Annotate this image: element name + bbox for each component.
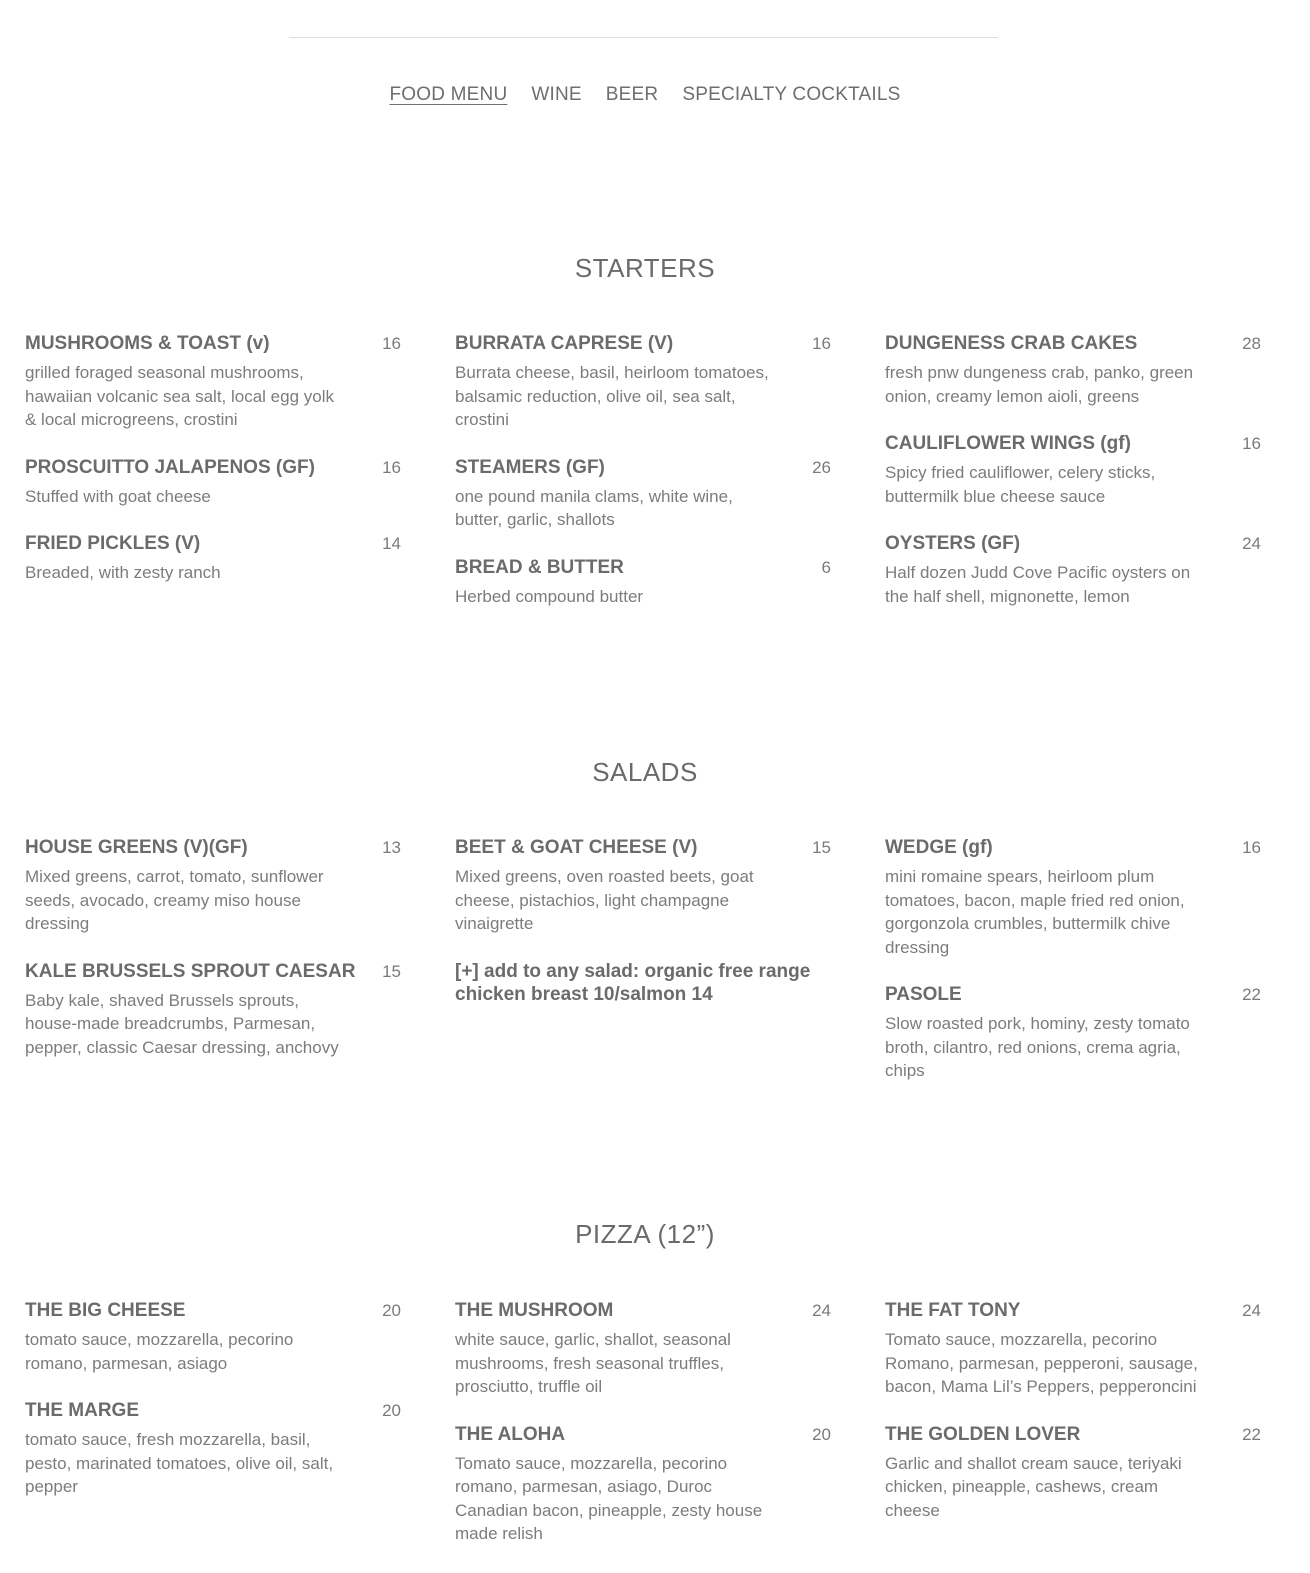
nav-specialty-cocktails[interactable]: SPECIALTY COCKTAILS (682, 84, 901, 105)
menu-column (885, 836, 1263, 1107)
section-salads (0, 756, 1290, 1080)
item-price: 22 (1242, 1424, 1261, 1444)
item-header (455, 456, 833, 480)
item-price: 15 (382, 961, 401, 981)
item-header (885, 332, 1263, 356)
menu-column (455, 836, 833, 1031)
item-price: 20 (382, 1301, 401, 1320)
item-name: OYSTERS (GF) (885, 533, 1021, 554)
item-price: 26 (812, 457, 831, 477)
section-starters (0, 252, 1290, 606)
menu-item (25, 332, 403, 432)
item-header (885, 432, 1263, 456)
item-header (25, 456, 403, 480)
item-price: 24 (1242, 534, 1261, 553)
menu-item (25, 960, 403, 1060)
item-price: 6 (821, 557, 831, 577)
menu-item (25, 1399, 403, 1499)
item-name: KALE BRUSSELS SPROUT CAESAR (25, 960, 356, 982)
item-description: Spicy fried cauliflower, celery sticks, buttermilk blue cheese sauce (885, 463, 1156, 506)
menu-item (25, 836, 403, 936)
item-name: BEET & GOAT CHEESE (V) (455, 837, 698, 858)
header-divider (289, 37, 998, 38)
item-name: THE FAT TONY (885, 1300, 1021, 1321)
section-title: SALADS (592, 757, 698, 787)
item-header (885, 532, 1263, 556)
item-header (885, 836, 1263, 860)
item-description: one pound manila clams, white wine, butter, garlic, shallots (455, 486, 733, 529)
menu-item (885, 836, 1263, 959)
menu-item (885, 532, 1263, 608)
item-name: DUNGENESS CRAB CAKES (885, 333, 1138, 354)
item-header (885, 1299, 1263, 1323)
menu-column (25, 1299, 403, 1523)
menu-item (25, 1299, 403, 1375)
nav-wine[interactable]: WINE (531, 84, 582, 105)
item-price: 16 (382, 457, 401, 477)
item-name: CAULIFLOWER WINGS (gf) (885, 433, 1131, 454)
item-description: Mixed greens, carrot, tomato, sunflower seeds, avocado, creamy miso house dressing (25, 867, 324, 933)
item-name: THE GOLDEN LOVER (885, 1423, 1081, 1445)
menu-item (455, 1299, 833, 1399)
item-description: Tomato sauce, mozzarella, pecorino romano, parmesan, asiago, Duroc Canadian bacon, pineapple, zesty house made relish (455, 1453, 763, 1543)
item-price: 24 (812, 1301, 831, 1320)
item-header (25, 836, 403, 860)
item-name: STEAMERS (GF) (455, 456, 605, 478)
item-price: 13 (382, 838, 401, 857)
item-name: THE ALOHA (455, 1423, 566, 1445)
item-description: Stuffed with goat cheese (25, 486, 211, 506)
item-header (25, 1299, 403, 1323)
menu-item (455, 1423, 833, 1546)
item-name: FRIED PICKLES (V) (25, 533, 201, 554)
item-price: 20 (812, 1424, 831, 1444)
item-header (25, 1399, 403, 1423)
item-description: Mixed greens, oven roasted beets, goat cheese, pistachios, light champagne vinaigrette (455, 867, 754, 933)
item-description: Tomato sauce, mozzarella, pecorino Romano, parmesan, pepperoni, sausage, bacon, Mama Lil’s Peppers, pepperoncini (885, 1330, 1198, 1396)
item-name: WEDGE (gf) (885, 837, 993, 858)
item-header (885, 983, 1263, 1007)
section-title: PIZZA (12”) (575, 1219, 715, 1249)
menu-column (885, 332, 1263, 632)
item-description: Slow roasted pork, hominy, zesty tomato broth, cilantro, red onions, crema agria, chips (885, 1014, 1190, 1080)
item-header (455, 836, 833, 860)
item-description: Burrata cheese, basil, heirloom tomatoes, balsamic reduction, olive oil, sea salt, crostini (455, 363, 769, 429)
item-name: THE MARGE (25, 1400, 139, 1421)
menu-item (885, 332, 1263, 408)
menu-item (885, 432, 1263, 508)
item-price: 20 (382, 1401, 401, 1420)
menu-item (885, 1423, 1263, 1523)
item-name: PASOLE (885, 984, 962, 1005)
menu-item (885, 983, 1263, 1083)
item-price: 16 (812, 334, 831, 353)
nav-beer[interactable]: BEER (605, 84, 659, 105)
item-price: 15 (812, 838, 831, 857)
menu-nav (0, 84, 1290, 106)
menu-item (885, 1299, 1263, 1399)
menu-item (455, 836, 833, 936)
menu-item (455, 556, 833, 609)
menu-column (455, 1299, 833, 1570)
addon-note-text: [+] add to any salad: organic free range chicken breast 10/salmon 14 (455, 960, 811, 1005)
section-pizza (0, 1218, 1290, 1543)
item-price: 16 (382, 334, 401, 353)
menu-column (455, 332, 833, 632)
item-name: BURRATA CAPRESE (V) (455, 333, 674, 354)
item-name: MUSHROOMS & TOAST (v) (25, 333, 270, 354)
salad-addon-note (455, 960, 833, 1007)
item-header (25, 960, 403, 984)
menu-item (25, 532, 403, 585)
item-name: HOUSE GREENS (V)(GF) (25, 837, 248, 858)
item-description: mini romaine spears, heirloom plum tomatoes, bacon, maple fried red onion, gorgonzola crumbles, buttermilk chive dressing (885, 867, 1185, 957)
menu-column (25, 332, 403, 609)
item-description: tomato sauce, mozzarella, pecorino romano, parmesan, asiago (25, 1330, 294, 1373)
item-description: Breaded, with zesty ranch (25, 563, 221, 582)
item-name: BREAD & BUTTER (455, 556, 624, 578)
menu-item (455, 456, 833, 532)
item-description: Garlic and shallot cream sauce, teriyaki chicken, pineapple, cashews, cream cheese (885, 1453, 1182, 1520)
item-description: Baby kale, shaved Brussels sprouts, house-made breadcrumbs, Parmesan, pepper, classic Caesar dressing, anchovy (25, 990, 339, 1057)
item-header (885, 1423, 1263, 1447)
item-price: 16 (1242, 434, 1261, 453)
section-title: STARTERS (574, 253, 716, 283)
item-price: 22 (1242, 985, 1261, 1004)
item-header (455, 1299, 833, 1323)
item-description: grilled foraged seasonal mushrooms, hawaiian volcanic sea salt, local egg yolk & local microgreens, crostini (25, 363, 335, 429)
item-price: 24 (1242, 1301, 1261, 1320)
menu-column (885, 1299, 1263, 1546)
item-description: tomato sauce, fresh mozzarella, basil, pesto, marinated tomatoes, olive oil, salt, pepper (25, 1430, 334, 1496)
item-price: 16 (1242, 838, 1261, 857)
item-name: THE MUSHROOM (455, 1300, 614, 1321)
menu-item (25, 456, 403, 509)
menu-item (455, 332, 833, 432)
item-header (25, 332, 403, 356)
item-name: THE BIG CHEESE (25, 1300, 186, 1321)
item-price: 14 (382, 534, 401, 553)
item-header (455, 556, 833, 580)
item-price: 28 (1242, 334, 1261, 353)
item-header (455, 332, 833, 356)
item-header (455, 1423, 833, 1447)
item-header (25, 532, 403, 556)
item-description: Half dozen Judd Cove Pacific oysters on the half shell, mignonette, lemon (885, 563, 1191, 606)
item-description: Herbed compound butter (455, 586, 644, 606)
item-name: PROSCUITTO JALAPENOS (GF) (25, 456, 315, 478)
item-description: fresh pnw dungeness crab, panko, green onion, creamy lemon aioli, greens (885, 363, 1194, 406)
nav-food-menu[interactable]: FOOD MENU (389, 84, 508, 105)
menu-column (25, 836, 403, 1083)
item-description: white sauce, garlic, shallot, seasonal mushrooms, fresh seasonal truffles, prosciutto, truffle oil (455, 1330, 731, 1396)
